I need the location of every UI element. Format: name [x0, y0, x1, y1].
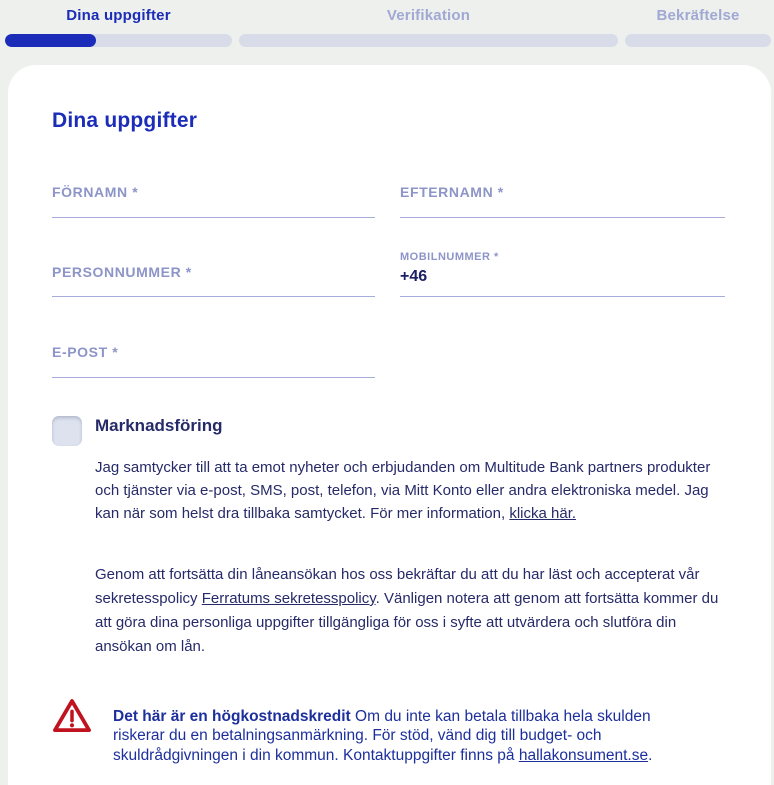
warning-text: Om du inte kan betala tillbaka hela skulden riskerar du en betalningsanmärkning. För stöd, vänd dig till budget- och skuldrådgivningen i din kommun. Kontaktuppgifter finns på	[113, 707, 651, 764]
mobilnummer-label: MOBILNUMMER *	[400, 251, 499, 263]
stepper	[0, 0, 774, 47]
efternamn-input[interactable]	[400, 200, 725, 217]
privacy-text-before: Genom att fortsätta din låneansökan hos oss bekräftar du att du har läst och accepterat vår sekretesspolicy	[95, 566, 700, 607]
step-label-verifikation: Verifikation	[386, 7, 471, 24]
privacy-text-after: . Vänligen notera att genom att fortsätta kommer du att göra dina personliga uppgifter tillgängliga för oss i syfte att utvärdera och slutföra din ansökan om lån.	[95, 590, 719, 655]
personnummer-label: PERSONNUMMER *	[52, 264, 192, 280]
warning-bold-text: Det här är en högkostnadskredit	[113, 707, 351, 725]
page-title: Dina uppgifter	[52, 109, 198, 132]
field-personnummer	[52, 264, 375, 297]
progress-track-3	[625, 34, 771, 47]
progress-track-2	[239, 34, 618, 47]
epost-label: E-POST *	[52, 344, 119, 360]
privacy-policy-link[interactable]: Ferratums sekretesspolicy	[201, 590, 376, 607]
warning-triangle-icon	[52, 696, 92, 736]
efternamn-label: EFTERNAMN *	[400, 184, 504, 200]
hallakonsument-link[interactable]: hallakonsument.se	[518, 746, 649, 764]
marketing-link[interactable]: klicka här.	[509, 505, 577, 522]
warning-text-end: .	[648, 746, 653, 764]
step-label-bekraftelse: Bekräftelse	[656, 7, 740, 24]
marketing-text: Jag samtycker till att ta emot nyheter och erbjudanden om Multitude Bank partners produkter och tjänster via e-post, SMS, post, telefon, via Mitt Konto eller andra elektroniska medel. Jag kan när som helst dra tillbaka samtycket. För mer information,	[95, 459, 711, 522]
fornamn-label: FÖRNAMN *	[52, 184, 139, 200]
privacy-text	[95, 563, 725, 659]
field-epost	[52, 344, 375, 378]
mobilnummer-input[interactable]	[400, 267, 725, 287]
step-verifikation	[239, 0, 618, 47]
form-card	[8, 65, 771, 785]
progress-track-1	[5, 34, 232, 47]
progress-fill	[5, 34, 96, 47]
field-efternamn	[400, 184, 725, 218]
epost-input[interactable]	[52, 360, 375, 377]
marketing-title: Marknadsföring	[95, 416, 223, 435]
personnummer-input[interactable]	[52, 280, 375, 297]
step-label-dina-uppgifter: Dina uppgifter	[66, 7, 171, 24]
fornamn-input[interactable]	[52, 200, 375, 217]
high-cost-credit-warning	[113, 707, 689, 766]
marketing-consent-text	[95, 456, 725, 525]
step-dina-uppgifter	[5, 0, 232, 47]
field-fornamn	[52, 184, 375, 218]
marketing-checkbox[interactable]	[52, 416, 82, 446]
stepper-steps	[0, 0, 774, 47]
step-bekraftelse	[625, 0, 771, 47]
field-mobilnummer	[400, 251, 725, 297]
